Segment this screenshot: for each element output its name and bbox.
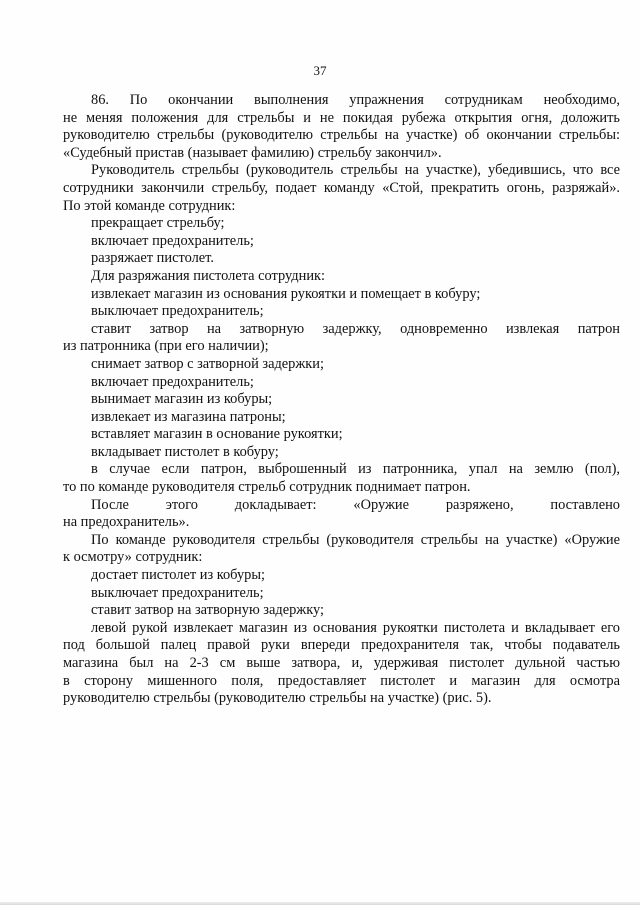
text-line: вставляет магазин в основание рукоятки;	[91, 426, 343, 443]
text-line: не меняя положения для стрельбы и не покидая рубежа открытия огня, доложить	[63, 109, 620, 126]
text-line: руководителю стрельбы (руководителю стрельбы на участке) об окончании стрельбы:	[63, 127, 620, 144]
text-line: Для разряжания пистолета сотрудник:	[91, 267, 326, 284]
text-line: руководителю стрельбы (руководителю стрельбы на участке) (рис. 5).	[63, 690, 492, 707]
text-line: левой рукой извлекает магазин из основания рукоятки пистолета и вкладывает его	[91, 619, 620, 636]
text-line: вынимает магазин из кобуры;	[91, 391, 273, 408]
text-line: выключает предохранитель;	[91, 584, 264, 601]
text-line: извлекает из магазина патроны;	[91, 408, 286, 425]
text-line: По этой команде сотрудник:	[63, 197, 236, 214]
text-line: из патронника (при его наличии);	[63, 338, 269, 355]
text-line: прекращает стрельбу;	[91, 215, 225, 232]
text-line: ставит затвор на затворную задержку, одновременно извлекая патрон	[91, 320, 620, 337]
page-body	[63, 92, 620, 708]
text-line: снимает затвор с затворной задержки;	[91, 355, 324, 372]
text-line: в сторону мишенного поля, предоставляет пистолет и магазин для осмотра	[63, 672, 620, 689]
text-line: то по команде руководителя стрельб сотрудник поднимает патрон.	[63, 479, 471, 496]
text-line: После этого докладывает: «Оружие разряжено, поставлено	[91, 496, 620, 513]
text-line: в случае если патрон, выброшенный из патронника, упал на землю (пол),	[91, 461, 620, 478]
text-line: вкладывает пистолет в кобуру;	[91, 443, 279, 460]
text-line: магазина был на 2-3 см выше затвора, и, удерживая пистолет дульной частью	[63, 655, 620, 671]
page-number: 37	[313, 63, 327, 78]
text-line: выключает предохранитель;	[91, 303, 264, 320]
text-line: Руководитель стрельбы (руководитель стрельбы на участке), убедившись, что все	[91, 162, 620, 179]
text-line: на предохранитель».	[63, 514, 190, 531]
text-line: к осмотру» сотрудник:	[63, 549, 203, 566]
text-line: включает предохранитель;	[91, 232, 254, 249]
text-line: достает пистолет из кобуры;	[91, 567, 266, 584]
text-line: По команде руководителя стрельбы (руководителя стрельбы на участке) «Оружие	[91, 531, 620, 548]
text-line: извлекает магазин из основания рукоятки и помещает в кобуру;	[91, 285, 481, 302]
text-line: 86. По окончании выполнения упражнения сотрудникам необходимо,	[91, 92, 620, 108]
text-line: под большой палец правой руки впереди предохранителя так, чтобы подаватель	[63, 637, 620, 654]
text-line: ставит затвор на затворную задержку;	[91, 602, 325, 619]
text-line: разряжает пистолет.	[91, 250, 214, 267]
text-line: сотрудники закончили стрельбу, подает команду «Стой, прекратить огонь, разряжай».	[63, 179, 620, 196]
text-line: «Судебный пристав (называет фамилию) стрельбу закончил».	[63, 144, 442, 161]
text-line: включает предохранитель;	[91, 373, 254, 390]
